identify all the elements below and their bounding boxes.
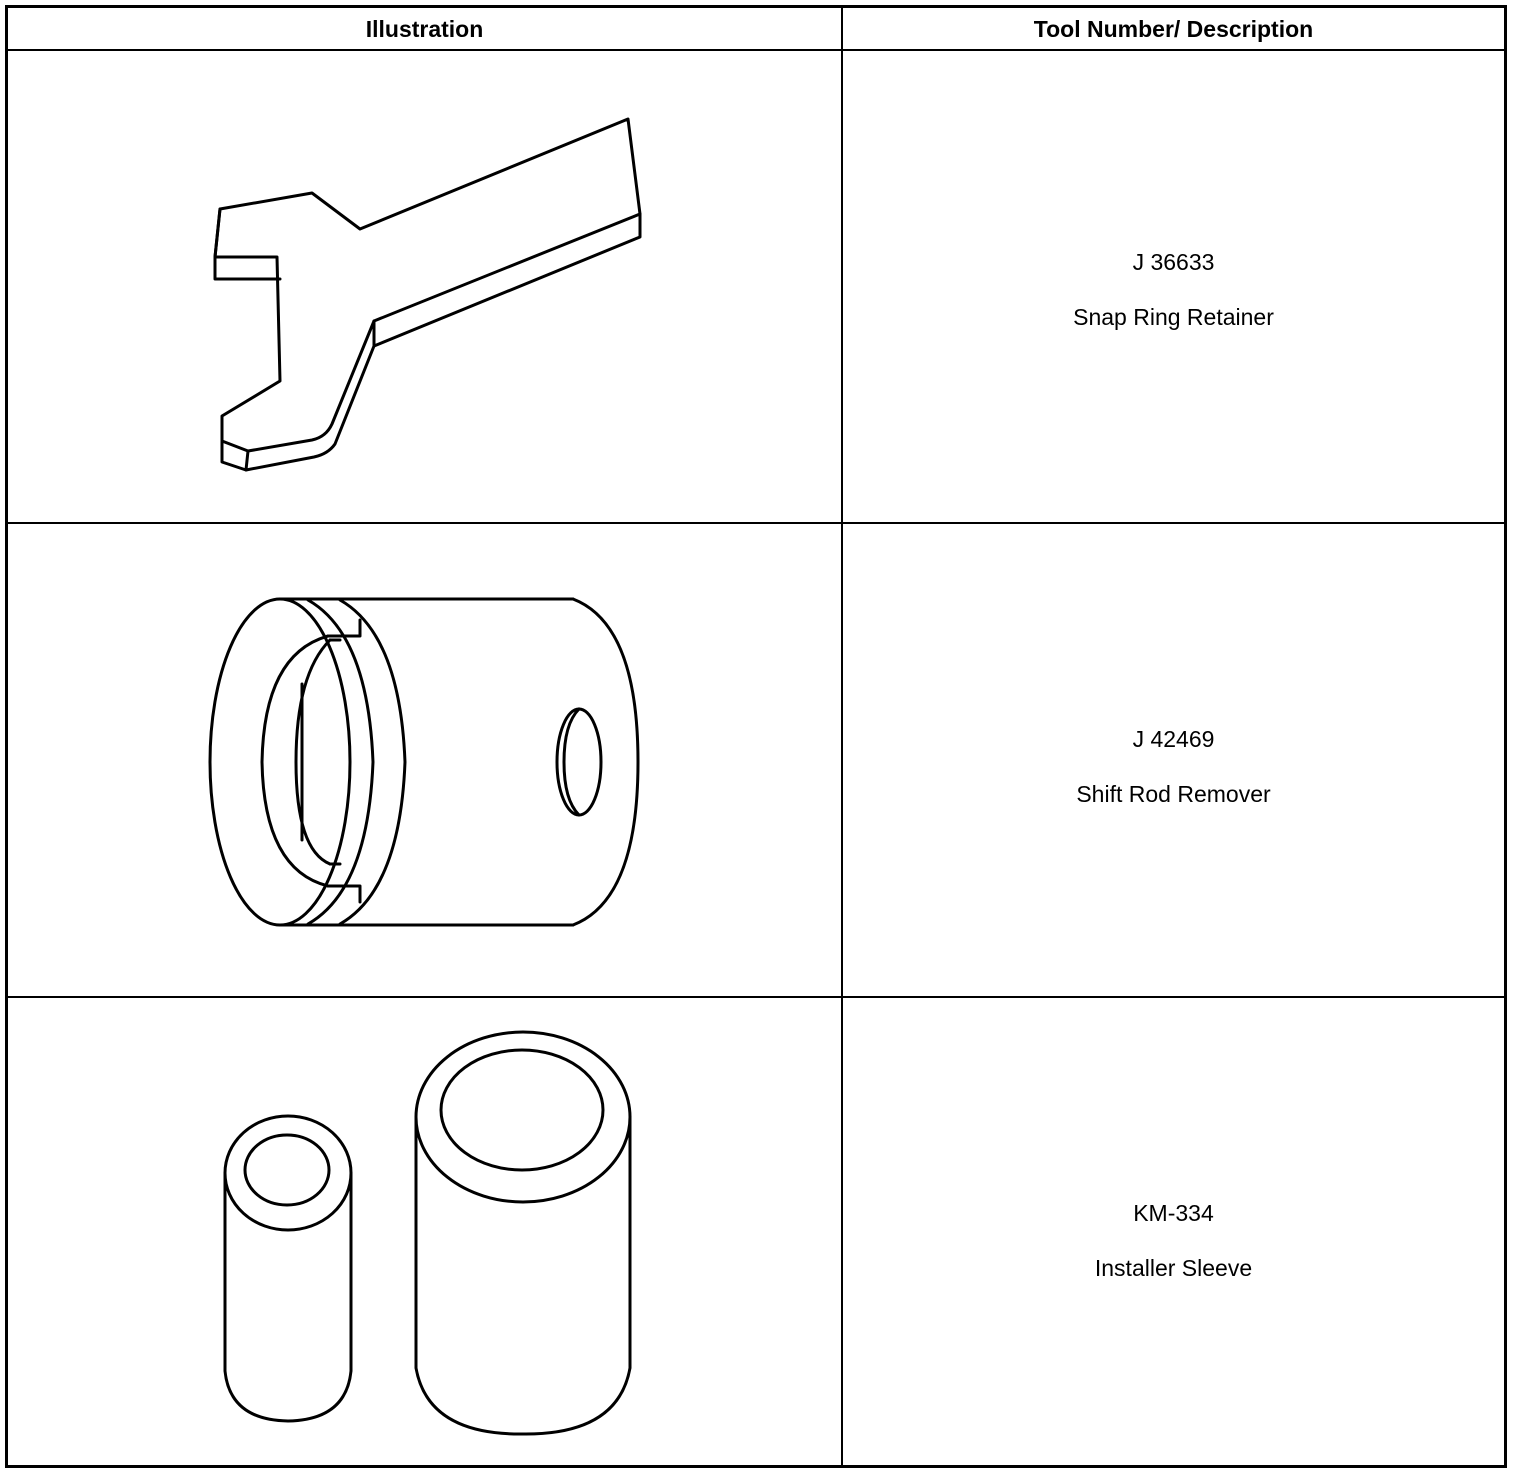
tool-number: J 36633 — [1132, 249, 1215, 275]
tool-description: Snap Ring Retainer — [1073, 304, 1274, 330]
table-row — [8, 51, 1504, 524]
description-cell — [843, 998, 1504, 1465]
header-illustration: Illustration — [365, 16, 484, 42]
illustration-cell — [8, 998, 841, 1465]
header-tool-description: Tool Number/ Description — [1033, 16, 1314, 42]
shift-rod-remover-icon — [8, 524, 841, 998]
table-row — [8, 524, 1504, 998]
description-cell — [843, 51, 1504, 522]
illustration-cell — [8, 524, 841, 996]
installer-sleeve-icon — [8, 998, 841, 1465]
tool-description: Installer Sleeve — [1094, 1255, 1253, 1281]
tool-number: KM-334 — [1133, 1200, 1214, 1226]
illustration-cell — [8, 51, 841, 522]
column-divider — [841, 8, 843, 1465]
snap-ring-retainer-icon — [8, 51, 841, 524]
tool-description: Shift Rod Remover — [1076, 781, 1271, 807]
tool-table — [5, 5, 1507, 1468]
tool-number: J 42469 — [1132, 726, 1215, 752]
description-cell — [843, 524, 1504, 996]
table-header-row — [8, 8, 1504, 51]
table-row — [8, 998, 1504, 1465]
